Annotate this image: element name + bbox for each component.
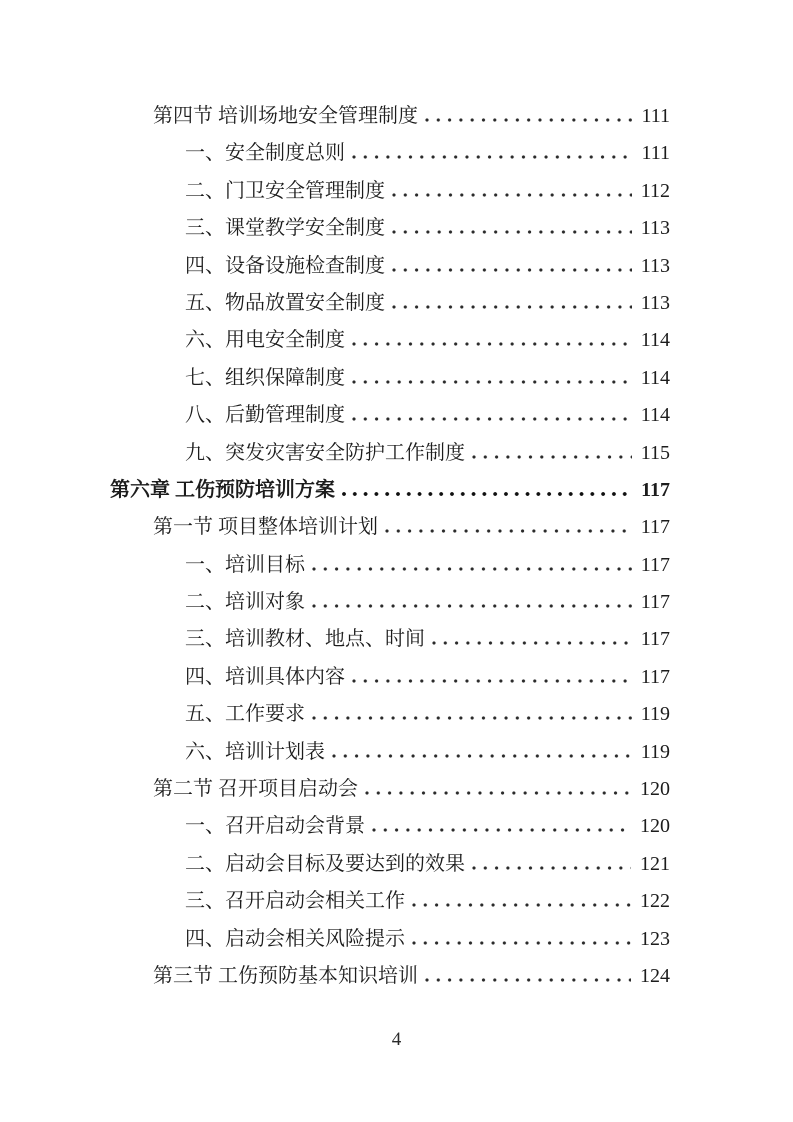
toc-entry xyxy=(110,696,670,733)
toc-entry-label: 第一节 项目整体培训计划 xyxy=(153,516,378,539)
dot-leader xyxy=(312,567,632,571)
dot-leader xyxy=(365,791,631,795)
toc-entry-label: 第四节 培训场地安全管理制度 xyxy=(153,105,418,127)
toc-entry-page: 114 xyxy=(640,366,670,389)
toc-entry xyxy=(110,584,670,621)
toc-entry xyxy=(110,397,670,434)
toc-entry xyxy=(110,173,670,210)
toc-entry-page: 117 xyxy=(640,591,670,614)
toc-entry-page: 119 xyxy=(640,740,670,763)
toc-entry-page: 124 xyxy=(640,964,670,987)
toc-entry-page: 112 xyxy=(640,179,670,202)
toc-entry xyxy=(110,360,670,397)
toc-entry-page: 111 xyxy=(641,105,670,127)
dot-leader xyxy=(352,679,632,683)
dot-leader xyxy=(352,342,632,346)
dot-leader xyxy=(312,604,632,608)
toc-entry-page: 113 xyxy=(640,254,670,277)
toc-entry-page: 114 xyxy=(640,404,670,427)
toc-entry-page: 113 xyxy=(640,291,670,314)
dot-leader xyxy=(412,941,631,945)
toc-entry-label: 四、设备设施检查制度 xyxy=(185,254,385,277)
dot-leader xyxy=(312,716,632,720)
dot-leader xyxy=(385,529,632,533)
toc-entry-page: 117 xyxy=(640,665,670,688)
dot-leader xyxy=(352,417,632,421)
dot-leader xyxy=(472,866,631,870)
toc-entry-label: 七、组织保障制度 xyxy=(185,366,345,389)
toc-entry-page: 117 xyxy=(640,553,670,576)
toc-entry-page: 117 xyxy=(641,478,670,501)
toc-entry-label: 八、后勤管理制度 xyxy=(185,404,345,427)
dot-leader xyxy=(352,380,632,384)
toc-entry-label: 二、门卫安全管理制度 xyxy=(185,179,385,202)
toc-entry xyxy=(110,435,670,472)
toc-entry xyxy=(110,921,670,958)
toc-entry-page: 123 xyxy=(640,927,670,950)
toc-entry-page: 117 xyxy=(640,628,670,651)
dot-leader xyxy=(372,828,631,832)
toc-entry-label: 一、召开启动会背景 xyxy=(185,815,365,838)
table-of-contents xyxy=(110,98,670,995)
dot-leader xyxy=(342,492,632,496)
toc-entry-page: 119 xyxy=(640,703,670,726)
toc-entry-label: 四、培训具体内容 xyxy=(185,665,345,688)
toc-entry-page: 111 xyxy=(641,142,670,165)
toc-entry-label: 六、用电安全制度 xyxy=(185,329,345,352)
toc-entry-page: 121 xyxy=(640,852,670,875)
dot-leader xyxy=(332,754,632,758)
toc-entry xyxy=(110,210,670,247)
toc-entry xyxy=(110,771,670,808)
toc-entry xyxy=(110,659,670,696)
toc-entry xyxy=(110,958,670,995)
toc-entry-page: 115 xyxy=(640,441,670,464)
toc-entry xyxy=(110,135,670,172)
toc-entry-label: 第六章 工伤预防培训方案 xyxy=(110,478,335,501)
dot-leader xyxy=(392,193,632,197)
dot-leader xyxy=(425,978,631,982)
toc-entry xyxy=(110,322,670,359)
toc-entry-label: 一、培训目标 xyxy=(185,553,305,576)
toc-entry-page: 122 xyxy=(640,890,670,913)
dot-leader xyxy=(392,230,632,234)
toc-entry xyxy=(110,285,670,322)
dot-leader xyxy=(392,268,632,272)
toc-entry-label: 九、突发灾害安全防护工作制度 xyxy=(185,441,465,464)
toc-entry-chapter xyxy=(110,472,670,509)
toc-entry xyxy=(110,509,670,546)
toc-entry-label: 六、培训计划表 xyxy=(185,740,325,763)
dot-leader xyxy=(412,903,631,907)
toc-entry xyxy=(110,248,670,285)
toc-entry-label: 五、物品放置安全制度 xyxy=(185,291,385,314)
toc-entry xyxy=(110,883,670,920)
toc-entry xyxy=(110,547,670,584)
toc-entry xyxy=(110,734,670,771)
toc-entry-page: 113 xyxy=(640,217,670,240)
toc-entry-label: 四、启动会相关风险提示 xyxy=(185,927,405,950)
dot-leader xyxy=(472,455,632,459)
toc-entry-label: 三、课堂教学安全制度 xyxy=(185,217,385,240)
toc-entry-page: 114 xyxy=(640,329,670,352)
toc-entry-page: 117 xyxy=(640,516,670,539)
toc-entry xyxy=(110,621,670,658)
dot-leader xyxy=(352,155,632,159)
toc-entry-label: 五、工作要求 xyxy=(185,703,305,726)
toc-entry-label: 三、培训教材、地点、时间 xyxy=(185,628,425,651)
toc-entry-page: 120 xyxy=(640,778,670,801)
dot-leader xyxy=(392,305,632,309)
toc-entry-page: 120 xyxy=(640,815,670,838)
toc-entry-label: 二、培训对象 xyxy=(185,591,305,614)
toc-entry-label: 第二节 召开项目启动会 xyxy=(153,778,358,801)
toc-entry-label: 第三节 工伤预防基本知识培训 xyxy=(153,964,418,987)
toc-entry-label: 一、安全制度总则 xyxy=(185,142,345,165)
toc-entry xyxy=(110,846,670,883)
toc-entry xyxy=(110,808,670,845)
dot-leader xyxy=(432,641,632,645)
footer-page-number: 4 xyxy=(391,1029,402,1050)
toc-entry-label: 二、启动会目标及要达到的效果 xyxy=(185,852,465,875)
dot-leader xyxy=(425,118,632,122)
toc-entry xyxy=(110,98,670,135)
toc-entry-label: 三、召开启动会相关工作 xyxy=(185,890,405,913)
